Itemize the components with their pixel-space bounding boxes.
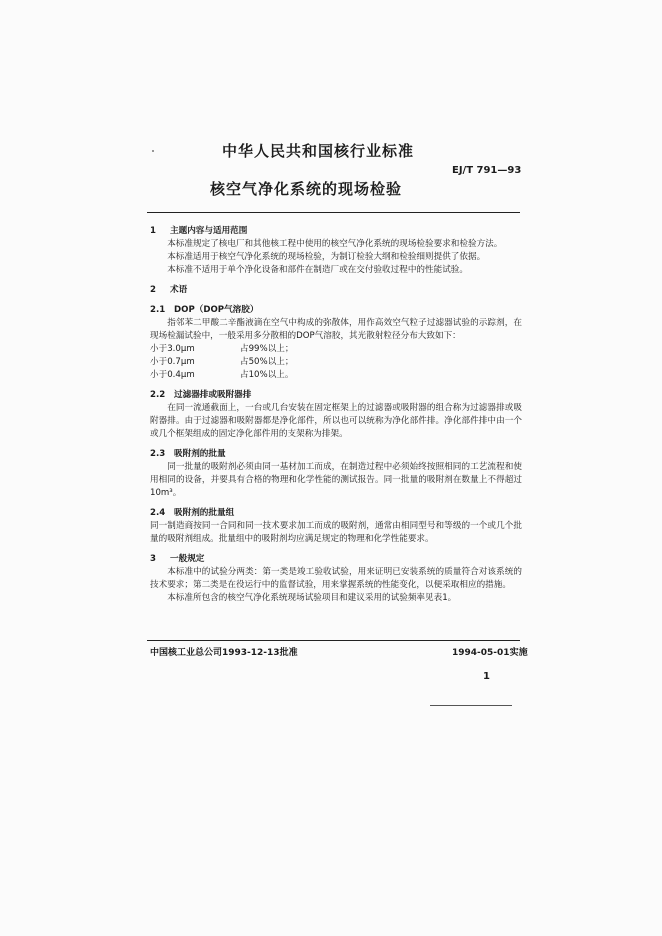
section-number: 2	[150, 285, 156, 295]
section-heading	[150, 553, 522, 566]
page-number: 1	[483, 671, 490, 682]
paragraph: 同一批量的吸附剂必须由同一基材加工而成，在制造过程中必须始终按照相同的工艺流程和使用相同的设备，并要具有合格的物理和化学性能的测试报告。同一批量的吸附剂在数量上不得超过10m³。	[150, 462, 522, 498]
subsection-heading	[150, 389, 522, 402]
section-title: 吸附剂的批量组	[174, 508, 235, 518]
particle-size: 小于0.4μm	[150, 370, 195, 380]
paragraph: 指邻苯二甲酸二辛酯液滴在空气中构成的弥散体，用作高效空气粒子过滤器试验的示踪剂，在现场检漏试验中，一般采用多分散相的DOP气溶胶，其光散射粒径分布大致如下：	[150, 318, 522, 341]
section-number: 2.3	[150, 449, 166, 459]
section-number: 2.1	[150, 305, 166, 315]
section-title: 主题内容与适用范围	[170, 226, 248, 236]
paragraph: 本标准中的试验分两类：第一类是竣工验收试验，用来证明已安装系统的质量符合对该系统的技术要求；第二类是在役运行中的监督试验，用来掌握系统的性能变化，以便采取相应的措施。	[150, 567, 522, 590]
paragraph: 同一制造商按同一合同和同一技术要求加工而成的吸附剂，通常由相同型号和等级的一个或几个批量的吸附剂组成。批量组中的吸附剂均应满足规定的物理和化学性能要求。	[150, 521, 522, 544]
distribution-row	[150, 369, 522, 382]
particle-size: 小于3.0μm	[150, 344, 195, 354]
paragraph: 本标准所包含的核空气净化系统现场试验项目和建议采用的试验频率见表1。	[167, 593, 457, 603]
particle-share: 占50%以上；	[240, 357, 294, 367]
bottom-line	[430, 705, 512, 706]
approval-note: 中国核工业总公司1993-12-13批准	[150, 648, 298, 658]
section-title: 一般规定	[170, 554, 205, 564]
subsection-heading	[150, 507, 522, 520]
footer-rule	[147, 640, 520, 641]
section-number: 2.4	[150, 508, 166, 518]
section-heading	[150, 284, 522, 297]
section-number: 2.2	[150, 390, 166, 400]
section-title: 吸附剂的批量	[174, 449, 226, 459]
paragraph: 本标准不适用于单个净化设备和部件在制造厂或在交付验收过程中的性能试验。	[167, 265, 468, 275]
section-number: 1	[150, 226, 156, 236]
particle-size: 小于0.7μm	[150, 357, 195, 367]
distribution-row	[150, 356, 522, 369]
paragraph: 在同一流通截面上，一台或几台安装在固定框架上的过滤器或吸附器的组合称为过滤器排或吸附器排。由于过滤器和吸附器都是净化部件，所以也可以统称为净化部件排。净化部件排中由一个或几个框架组成的固定净化部件用的支架称为排架。	[150, 403, 522, 439]
particle-share: 占99%以上；	[240, 344, 294, 354]
section-title: DOP（DOP气溶胶）	[174, 305, 259, 315]
effective-date: 1994-05-01实施	[452, 648, 528, 658]
section-number: 3	[150, 554, 156, 564]
document-title: 核空气净化系统的现场检验	[210, 180, 403, 198]
subsection-heading	[150, 448, 522, 461]
subsection-heading	[150, 304, 522, 317]
section-title: 术语	[170, 285, 188, 295]
document-body	[150, 225, 522, 605]
paragraph: 本标准规定了核电厂和其他核工程中使用的核空气净化系统的现场检验要求和检验方法。	[167, 239, 503, 249]
standard-code: EJ/T 791—93	[452, 165, 522, 176]
paragraph: 本标准适用于核空气净化系统的现场检验，为制订检验大纲和检验细则提供了依据。	[167, 252, 486, 262]
scan-speck	[152, 150, 154, 152]
particle-share: 占10%以上。	[240, 370, 294, 380]
distribution-row	[150, 343, 522, 356]
header-rule	[147, 212, 520, 213]
org-title: 中华人民共和国核行业标准	[222, 142, 415, 160]
section-title: 过滤器排或吸附器排	[174, 390, 252, 400]
section-heading	[150, 225, 522, 238]
